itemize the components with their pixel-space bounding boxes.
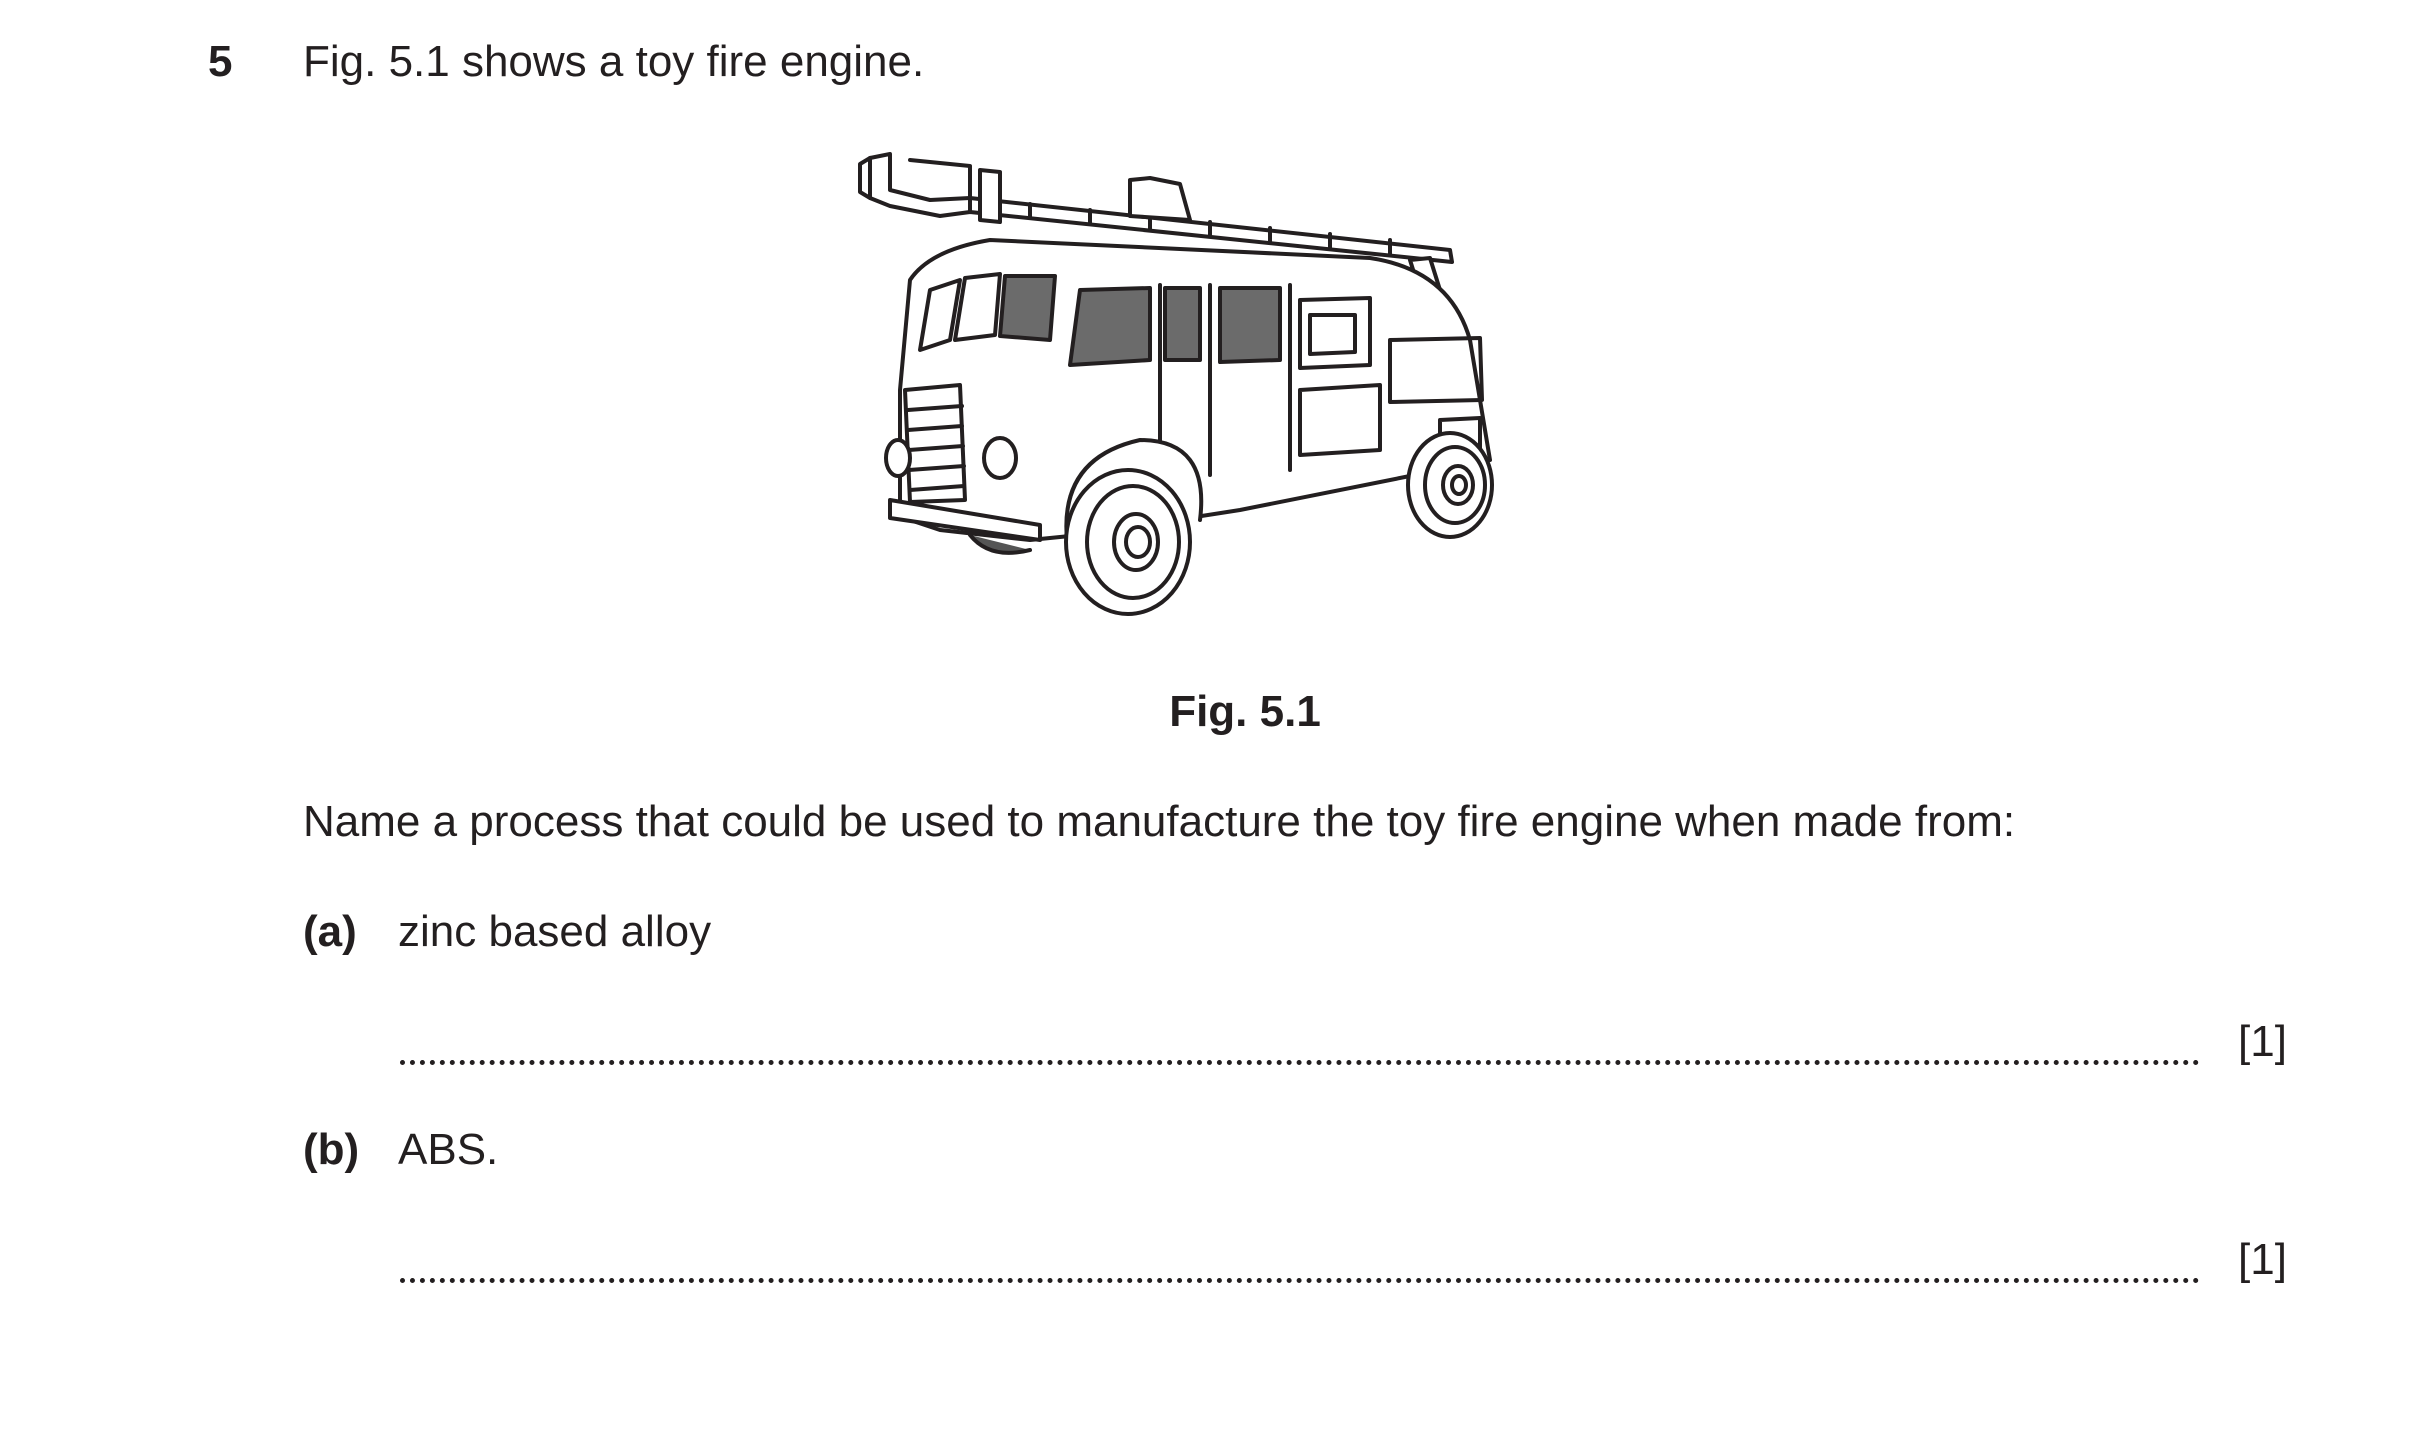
question-prompt: Name a process that could be used to manufacture the toy fire engine when made from: (303, 797, 2016, 846)
part-a-text: zinc based alloy (398, 907, 712, 956)
rear-wheel (1408, 433, 1492, 537)
part-b-marks: [1] (2238, 1235, 2287, 1284)
answer-line-a[interactable] (400, 1050, 2200, 1065)
part-b-label: (b) (303, 1125, 360, 1174)
question-intro: Fig. 5.1 shows a toy fire engine. (303, 37, 925, 86)
part-b-text: ABS. (398, 1125, 499, 1174)
figure-caption: Fig. 5.1 (1169, 687, 1321, 736)
question-number: 5 (208, 37, 233, 86)
part-a-label: (a) (303, 907, 357, 956)
front-wheel (1066, 440, 1201, 614)
part-a-marks: [1] (2238, 1017, 2287, 1066)
fire-engine-illustration (850, 140, 1640, 620)
answer-line-b[interactable] (400, 1268, 2200, 1283)
